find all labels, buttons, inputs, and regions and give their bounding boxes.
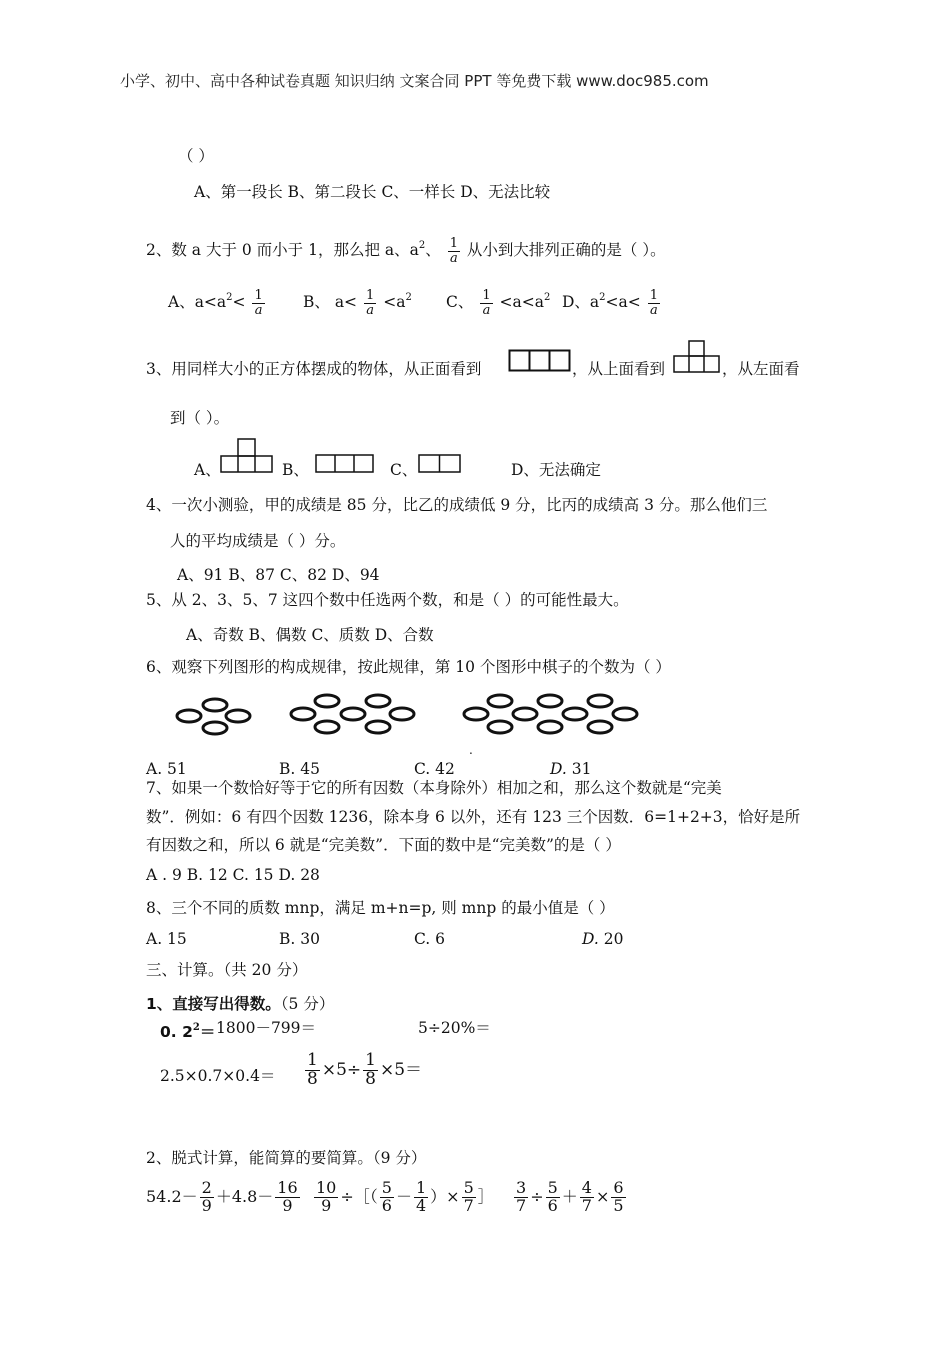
q6-option-a: A. 51 bbox=[146, 760, 187, 778]
q7-options: A . 9 B. 12 C. 15 D. 28 bbox=[146, 866, 320, 884]
q8-line1: 8、三个不同的质数 mnp，满足 m+n=p, 则 mnp 的最小值是（ ） bbox=[146, 899, 615, 917]
q3-option-c-figure bbox=[418, 454, 462, 474]
section3-sub1: 1、直接写出得数。（5 分） bbox=[146, 995, 335, 1013]
q3-option-a-figure bbox=[220, 438, 274, 474]
q3-option-c: C、 bbox=[390, 461, 418, 479]
calc-e3: 5÷20%＝ bbox=[418, 1019, 491, 1037]
section3-title: 三、计算。（共 20 分） bbox=[146, 961, 308, 979]
page-header: 小学、初中、高中各种试卷真题 知识归纳 文案合同 PPT 等免费下载 www.doc985.com bbox=[120, 72, 709, 90]
q6-dot: . bbox=[469, 743, 473, 757]
calc-e1: 0. $2^2=$ bbox=[160, 1022, 216, 1041]
calc-e4: 2.5×0.7×0.4＝ bbox=[160, 1067, 276, 1085]
q8-option-d: D. 20 bbox=[582, 930, 624, 948]
q1-options: A、第一段长 B、第二段长 C、一样长 D、无法比较 bbox=[194, 183, 551, 201]
q6-line1: 6、观察下列图形的构成规律，按此规律，第 10 个图形中棋子的个数为（ ） bbox=[146, 658, 671, 676]
q8-option-a: A. 15 bbox=[146, 930, 187, 948]
q2-option-d: D、$a^2<a<$ $\frac{1}{a}$ bbox=[562, 287, 658, 318]
calc-c1: 54.2－ $\frac{2}{9}$ ＋4.8－ $\frac{16}{9}$ bbox=[146, 1178, 298, 1215]
q2-option-a: A、$a<a^2<$ $\frac{1}{a}$ bbox=[168, 287, 263, 318]
front-view-figure bbox=[509, 350, 571, 372]
section3-sub2: 2、脱式计算，能简算的要简算。（9 分） bbox=[146, 1149, 427, 1167]
q3-text-a: 3、用同样大小的正方体摆成的物体，从正面看到 bbox=[146, 360, 482, 378]
q4-line1: 4、一次小测验，甲的成绩是 85 分，比乙的成绩低 9 分，比丙的成绩高 3 分。那么他们三 bbox=[146, 496, 768, 514]
q3-option-a: A、 bbox=[194, 461, 221, 479]
q2-option-b: B、 a< $\frac{1}{a}$ $<a^2$ bbox=[303, 287, 412, 318]
q4-line2: 人的平均成绩是（ ）分。 bbox=[170, 532, 346, 550]
q7-line1: 7、如果一个数恰好等于它的所有因数（本身除外）相加之和，那么这个数就是“完美 bbox=[146, 779, 722, 797]
calc-c2: $\frac{10}{9}$ ÷［（ $\frac{5}{6}$ － $\frac{1}{4}$ ）× $\frac{5}{7}$ ］ bbox=[316, 1178, 494, 1215]
q3-text-b: ，从上面看到 bbox=[572, 360, 666, 378]
q3-text-c: ，从左面看 bbox=[722, 360, 800, 378]
q3-option-b-figure bbox=[315, 454, 375, 474]
q3-option-d: D、无法确定 bbox=[511, 461, 601, 479]
q8-option-b: B. 30 bbox=[279, 930, 320, 948]
top-view-figure bbox=[673, 340, 721, 374]
q2-question: 2、数 a 大于 0 而小于 1，那么把 a、$a^2$、 $\frac{1}{a}$ 从小到大排列正确的是（ ）。 bbox=[146, 235, 666, 266]
q7-line3: 有因数之和，所以 6 就是“完美数”．下面的数中是“完美数”的是（ ） bbox=[146, 836, 621, 854]
calc-c3: $\frac{3}{7}$ ÷ $\frac{5}{6}$ ＋ $\frac{4}{7}$ × $\frac{6}{5}$ bbox=[516, 1178, 624, 1215]
calc-e5: $\frac{1}{8}$ ×5÷ $\frac{1}{8}$ ×5＝ bbox=[307, 1050, 423, 1089]
q3-option-b: B、 bbox=[282, 461, 309, 479]
q3-text-d: 到（ ）。 bbox=[170, 409, 230, 427]
q6-pattern-figures bbox=[170, 690, 650, 740]
q5-options: A、奇数 B、偶数 C、质数 D、合数 bbox=[186, 626, 434, 644]
q6-option-c: C. 42 bbox=[414, 760, 455, 778]
q1-paren: （ ） bbox=[178, 147, 214, 165]
calc-e2: 1800－799＝ bbox=[216, 1019, 317, 1037]
q4-options: A、91 B、87 C、82 D、94 bbox=[177, 566, 380, 584]
q2-option-c: C、 $\frac{1}{a}$ $<a<a^2$ bbox=[446, 287, 551, 318]
q6-option-d: D. 31 bbox=[550, 760, 592, 778]
q5-line1: 5、从 2、3、5、7 这四个数中任选两个数，和是（ ）的可能性最大。 bbox=[146, 591, 629, 609]
q8-option-c: C. 6 bbox=[414, 930, 446, 948]
q6-option-b: B. 45 bbox=[279, 760, 320, 778]
q7-line2: 数”．例如：6 有四个因数 1236，除本身 6 以外，还有 123 三个因数．6=1+2+3，恰好是所 bbox=[146, 808, 801, 826]
